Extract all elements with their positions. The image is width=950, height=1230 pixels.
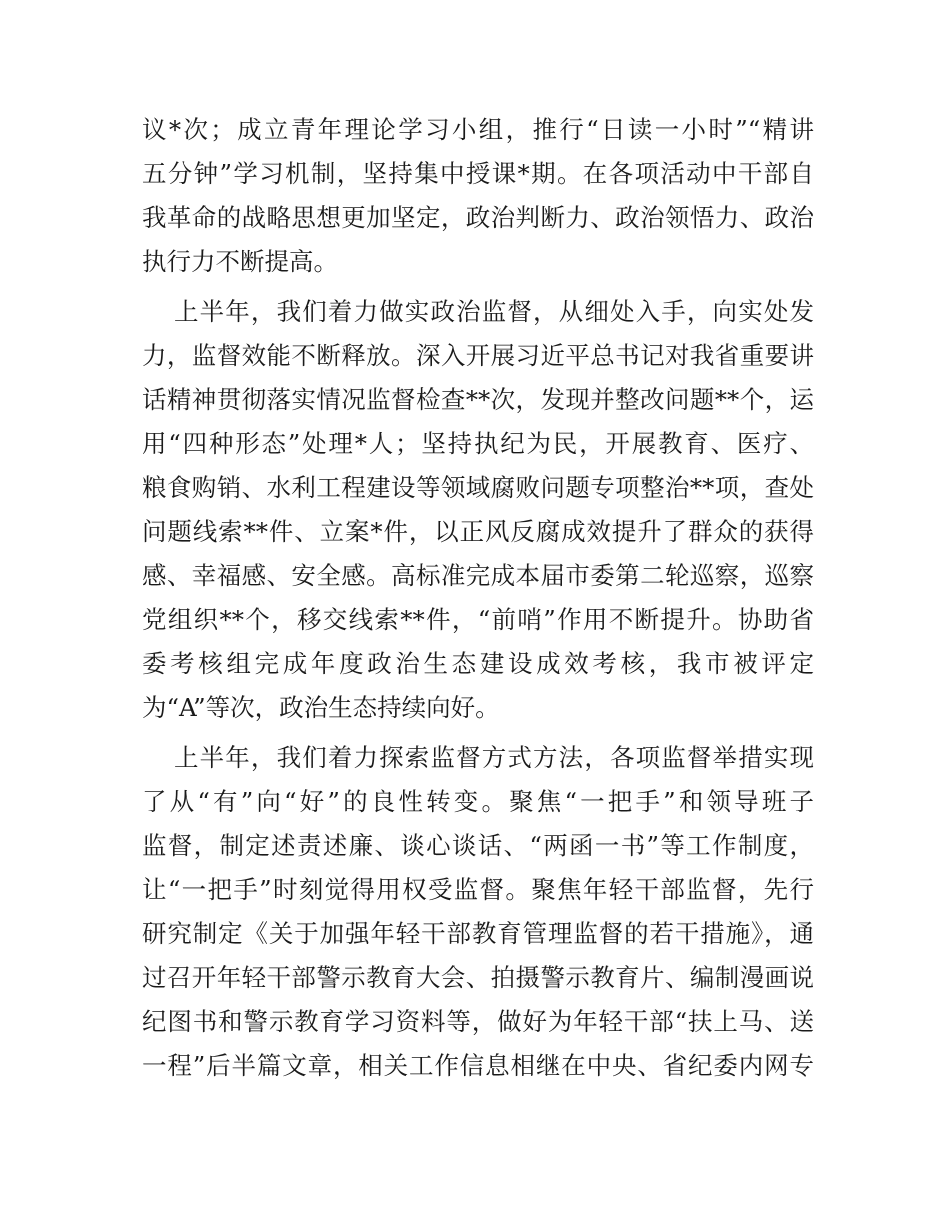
paragraph-1 bbox=[142, 108, 814, 284]
text-line: 为“A”等次，政治生态持续向好。 bbox=[142, 693, 500, 722]
text-line: 力，监督效能不断释放。深入开展习近平总书记对我省重要讲 bbox=[142, 341, 814, 370]
text-line: 执行力不断提高。 bbox=[142, 247, 338, 276]
text-line: 过召开年轻干部警示教育大会、拍摄警示教育片、编制漫画说 bbox=[142, 963, 814, 992]
text-line: 五分钟”学习机制，坚持集中授课*期。在各项活动中干部自 bbox=[142, 159, 814, 188]
document-body bbox=[142, 108, 814, 1088]
text-line: 用“四种形态”处理*人；坚持执纪为民，开展教育、医疗、 bbox=[142, 429, 814, 458]
text-line: 粮食购销、水利工程建设等领域腐败问题专项整治**项，查处 bbox=[142, 473, 814, 502]
text-line: 我革命的战略思想更加坚定，政治判断力、政治领悟力、政治 bbox=[142, 203, 814, 232]
paragraph-3 bbox=[142, 736, 814, 1088]
text-line: 监督，制定述责述廉、谈心谈话、“两函一书”等工作制度， bbox=[142, 831, 814, 860]
text-line: 问题线索**件、立案*件，以正风反腐成效提升了群众的获得 bbox=[142, 517, 814, 546]
text-line: 委考核组完成年度政治生态建设成效考核，我市被评定 bbox=[142, 649, 814, 678]
text-line: 纪图书和警示教育学习资料等，做好为年轻干部“扶上马、送 bbox=[142, 1007, 814, 1036]
text-line: 上半年，我们着力做实政治监督，从细处入手，向实处发 bbox=[174, 297, 814, 326]
text-line: 党组织**个，移交线索**件，“前哨”作用不断提升。协助省 bbox=[142, 605, 814, 634]
text-line: 研究制定《关于加强年轻干部教育管理监督的若干措施》，通 bbox=[142, 919, 814, 948]
text-line: 话精神贯彻落实情况监督检查**次，发现并整改问题**个，运 bbox=[142, 385, 814, 414]
text-line: 上半年，我们着力探索监督方式方法，各项监督举措实现 bbox=[174, 743, 814, 772]
text-line: 让“一把手”时刻觉得用权受监督。聚焦年轻干部监督，先行 bbox=[142, 875, 814, 904]
text-line: 议*次；成立青年理论学习小组，推行“日读一小时”“精讲 bbox=[142, 115, 814, 144]
text-line: 一程”后半篇文章，相关工作信息相继在中央、省纪委内网专 bbox=[142, 1051, 814, 1080]
text-line: 了从“有”向“好”的良性转变。聚焦“一把手”和领导班子 bbox=[142, 787, 814, 816]
paragraph-2 bbox=[142, 290, 814, 730]
text-line: 感、幸福感、安全感。高标准完成本届市委第二轮巡察，巡察 bbox=[142, 561, 814, 590]
